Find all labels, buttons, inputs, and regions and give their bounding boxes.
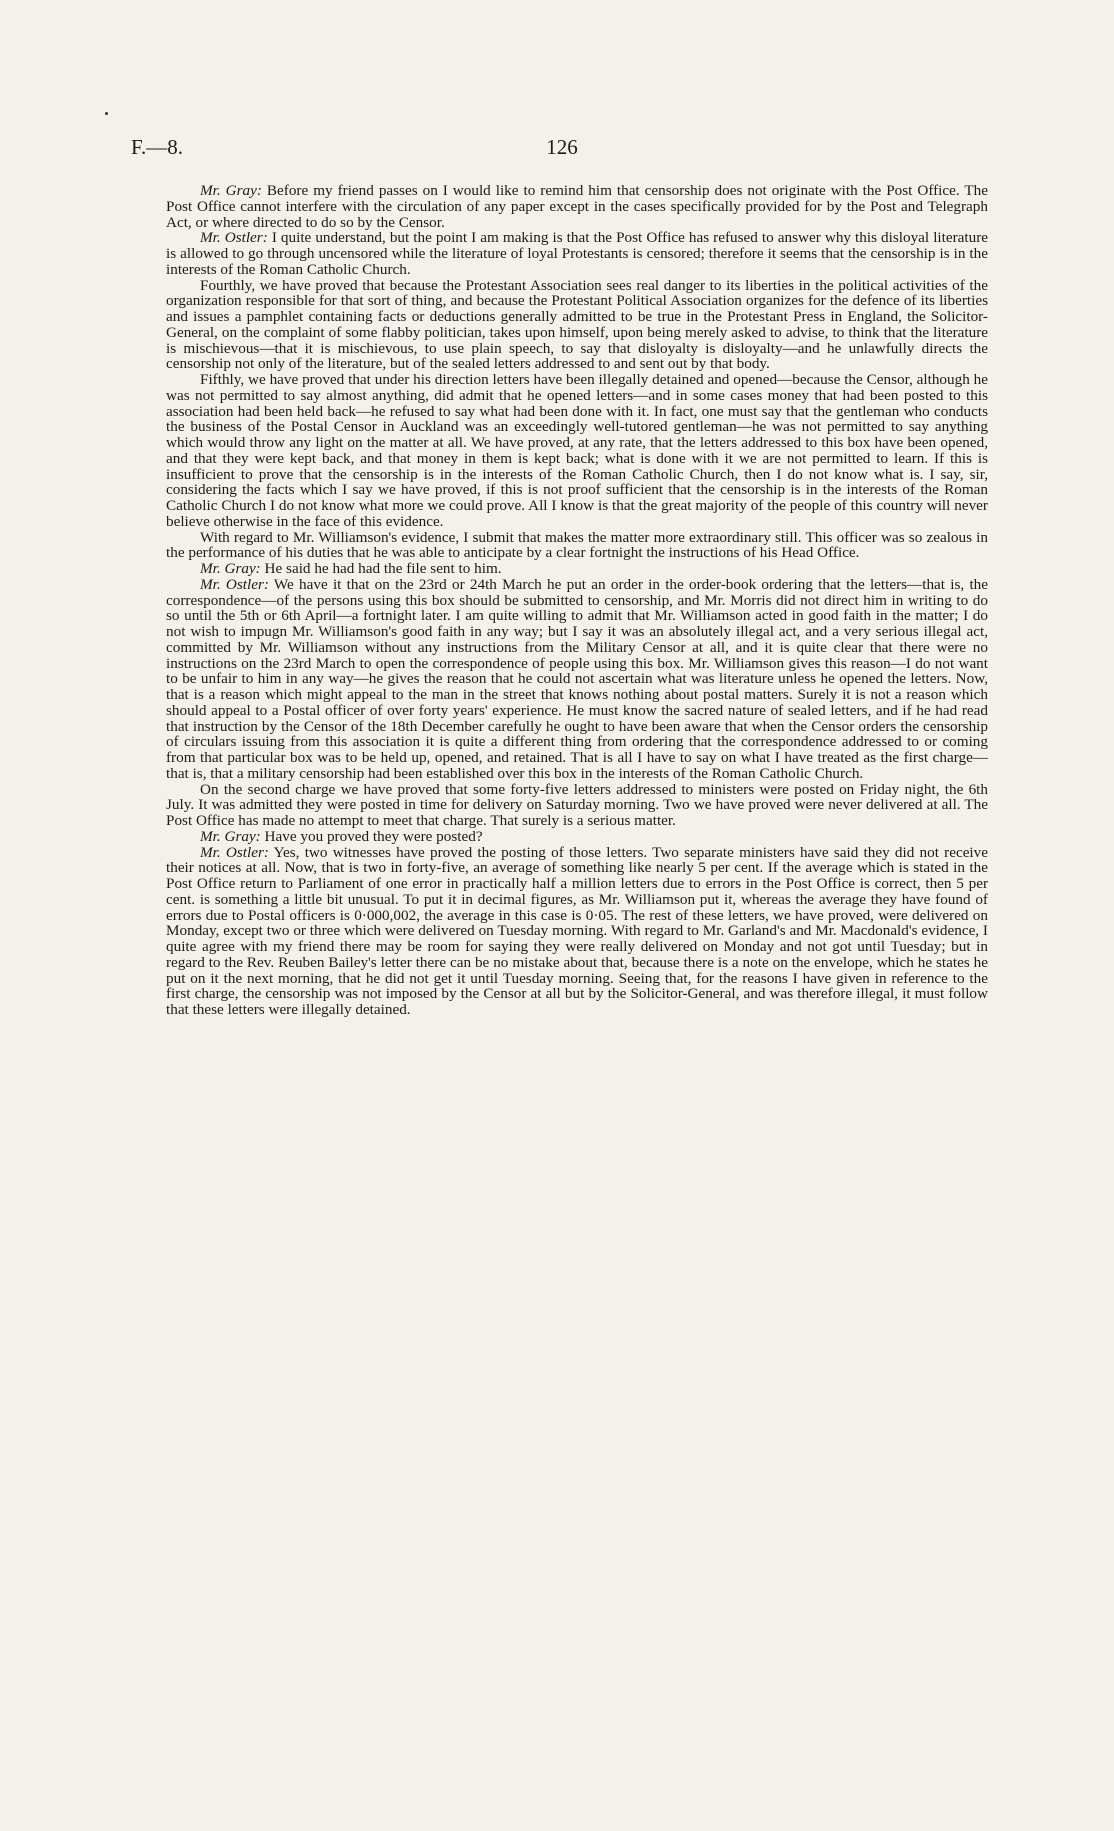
paragraph bbox=[166, 183, 988, 230]
paragraph bbox=[166, 230, 988, 277]
paragraph bbox=[166, 829, 988, 845]
paragraph-text: He said he had had the file sent to him. bbox=[260, 560, 502, 577]
paragraph-text: On the second charge we have proved that some forty-five letters addressed to ministers were posted on Friday night, the 6th July. It was admitted they were posted in time for delivery on Saturday morning. Two we have proved were never delivered at all. The Post Office has made no attempt to meet that charge. That surely is a serious matter. bbox=[166, 780, 988, 829]
page-number: 126 bbox=[546, 135, 578, 159]
paragraph-text: I quite understand, but the point I am making is that the Post Office has refused to answer why this disloyal literature is allowed to go through uncensored while the literature of loyal Protestants is censored; therefore it seems that the censorship is in the interests of the Roman Catholic Church. bbox=[166, 229, 988, 278]
paragraph bbox=[166, 782, 988, 829]
paragraph bbox=[166, 577, 988, 782]
speaker-label: Mr. Ostler: bbox=[200, 575, 269, 593]
document-code: F.—8. bbox=[131, 135, 183, 159]
speaker-label: Mr. Gray: bbox=[200, 182, 262, 199]
paragraph bbox=[166, 372, 988, 530]
speaker-label: Mr. Gray: bbox=[200, 827, 261, 845]
paragraph-text: Fifthly, we have proved that under his direction letters have been illegally detained and opened—because the Censor, although he was not permitted to say almost anything, did admit that he opened letters—and in some cases money that had been posted to this association had been held back—he refused to say what had been done with it. In fact, one must say that the gentleman who conducts the business of the Postal Censor in Auckland was an exceedingly well-tutored gentleman—he was not permitted to say anything which would throw any light on the matter at all. We have proved, at any rate, that the letters addressed to this box have been opened, and that they were kept back, and that money in them is kept back; what is done with it we are not permitted to learn. If this is insufficient to prove that the censorship is in the interests of the Roman Catholic Church, then I do not know what is. I say, sir, considering the facts which I say we have proved, if this is not proof sufficient that the censorship is in the interests of the Roman Catholic Church I do not know what more we could prove. All I know is that the great majority of the people of this country will never believe otherwise in the face of this evidence. bbox=[166, 371, 988, 530]
page-header bbox=[131, 135, 993, 165]
speaker-label: Mr. Ostler: bbox=[200, 229, 268, 247]
paragraph-text: Yes, two witnesses have proved the posting of those letters. Two separate ministers have said they did not receive their notices at all. Now, that is two in forty-five, an average of something like nearly 5 per cent. If the average which is stated in the Post Office return to Parliament of one error in practically half a million letters due to errors in the Post Office is correct, then 5 per cent. is something a little bit unusual. To put it in decimal figures, as Mr. Williamson put it, whereas the average they have found of errors due to Postal officers is 0·000,002, the average in this case is 0·05. The rest of these letters, we have proved, were delivered on Monday, except two or three which were delivered on Tuesday morning. With regard to Mr. Garland's and Mr. Macdonald's evidence, I quite agree with my friend there may be room for saying they were really delivered on Monday and not got until Tuesday; but in regard to the Rev. Reuben Bailey's letter there can be no mistake about that, because there is a note on the envelope, which he states he put on it the next morning, that he did not get it until Tuesday morning. Seeing that, for the reasons I have given in reference to the first charge, the censorship was not imposed by the Censor at all but by the Solicitor-General, and was therefore illegal, it must follow that these letters were illegally detained. bbox=[166, 843, 988, 1018]
paragraph bbox=[166, 561, 988, 577]
paragraph bbox=[166, 278, 988, 373]
paragraph-text: Fourthly, we have proved that because the Protestant Association sees real danger to its liberties in the political activities of the organization responsible for that sort of thing, and because the Protestant Political Association organizes for the defence of its liberties and issues a pamphlet containing facts or deductions generally admitted to be true in the Protestant Press in England, the Solicitor-General, on the complaint of some flabby politician, takes upon himself, upon being merely asked to advise, to think that the literature is mischievous—that it is mischievous, to use plain speech, to say that disloyalty is disloyalty—and he unlawfully directs the censorship not only of the literature, but of the sealed letters addressed to and sent out by that body. bbox=[166, 276, 988, 373]
stray-mark bbox=[105, 112, 108, 115]
paragraph-text: Before my friend passes on I would like to remind him that censorship does not originate with the Post Office. The Post Office cannot interfere with the circulation of any paper except in the cases specifically provided for by the Post and Telegraph Act, or where directed to do so by the Censor. bbox=[166, 182, 988, 231]
paragraph-text: Have you proved they were posted? bbox=[260, 827, 483, 845]
paragraph bbox=[166, 530, 988, 562]
paragraph-text: With regard to Mr. Williamson's evidence, I submit that makes the matter more extraordinary still. This officer was so zealous in the performance of his duties that he was able to anticipate by a clear fortnight the instructions of his Head Office. bbox=[166, 528, 988, 562]
body-text bbox=[166, 183, 988, 1018]
speaker-label: Mr. Gray: bbox=[200, 560, 261, 577]
speaker-label: Mr. Ostler: bbox=[200, 843, 269, 861]
paragraph bbox=[166, 845, 988, 1018]
paragraph-text: We have it that on the 23rd or 24th March he put an order in the order-book ordering that the letters—that is, the correspondence—of the persons using this box should be submitted to censorship, and Mr. Morris did not direct him in writing to do so until the 5th or 6th April—a fortnight later. I am quite willing to admit that Mr. Williamson acted in good faith in the matter; I do not wish to impugn Mr. Williamson's good faith in any way; but I say it was an absolutely illegal act, and a very serious illegal act, committed by Mr. Williamson without any instructions from the Military Censor at all, and it is quite clear that there were no instructions on the 23rd March to open the correspondence of people using this box. Mr. Williamson gives this reason—I do not want to be unfair to him in any way—he gives the reason that he could not ascertain what was literature unless he opened the letters. Now, that is a reason which might appeal to the man in the street that knows nothing about postal matters. Surely it is not a reason which should appeal to a Postal officer of over forty years' experience. He must know the sacred nature of sealed letters, and if he had read that instruction by the Censor of the 18th December carefully he ought to have been aware that when the Censor orders the censorship of circulars issuing from this association it is quite a different thing from ordering that the correspondence addressed to or coming from that particular box was to be held up, opened, and retained. That is all I have to say on what I have treated as the first charge—that is, that a military censorship had been established over this box in the interests of the Roman Catholic Church. bbox=[166, 575, 988, 782]
